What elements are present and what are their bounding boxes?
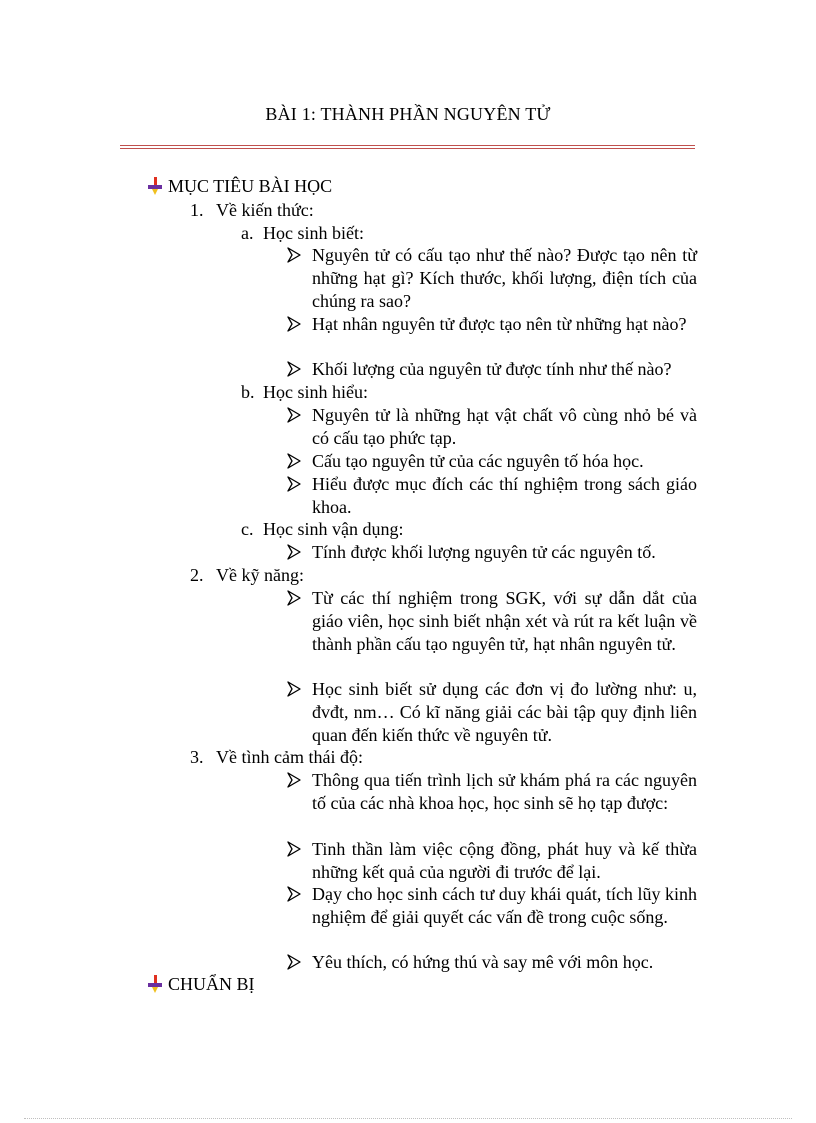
section-label: CHUẨN BỊ [168, 974, 255, 994]
bullet-text: Yêu thích, có hứng thú và say mê với môn học. [312, 952, 654, 972]
list-label: Về tình cảm thái độ: [216, 747, 363, 767]
arrow-bullet-icon [286, 476, 302, 492]
arrow-bullet-icon [286, 954, 302, 970]
pushpin-icon [146, 975, 164, 993]
list-number: 1. [190, 200, 204, 220]
page-title: BÀI 1: THÀNH PHẦN NGUYÊN TỬ [265, 104, 551, 124]
bullet-text: Thông qua tiến trình lịch sử khám phá ra các nguyên tố của các nhà khoa học, học sinh sẽ họ tạp được: [312, 770, 697, 813]
list-item-attitude [190, 746, 363, 768]
bullet-text: Hiểu được mục đích các thí nghiệm trong sách giáo khoa. [312, 474, 697, 517]
bullet-text: Từ các thí nghiệm trong SGK, với sự dẫn dắt của giáo viên, học sinh biết nhận xét và rút ra kết luận về thành phần cấu tạo nguyên tử, hạt nhân nguyên tử. [312, 588, 697, 654]
section-label: MỤC TIÊU BÀI HỌC [168, 176, 333, 196]
bullet-text: Khối lượng của nguyên tử được tính như thế nào? [312, 359, 672, 379]
bullet-item [286, 838, 697, 884]
arrow-bullet-icon [286, 544, 302, 560]
list-number: 3. [190, 747, 204, 767]
list-item-skills [190, 564, 304, 586]
section-heading-preparation [146, 973, 255, 995]
bullet-text: Tinh thần làm việc cộng đồng, phát huy và kế thừa những kết quả của người đi trước để lại. [312, 839, 697, 882]
bullet-item [286, 358, 697, 381]
arrow-bullet-icon [286, 316, 302, 332]
title-underline-2 [120, 148, 695, 149]
arrow-bullet-icon [286, 361, 302, 377]
list-letter: b. [241, 382, 255, 402]
list-label: Học sinh vận dụng: [263, 519, 404, 539]
bullet-item [286, 769, 697, 815]
arrow-bullet-icon [286, 407, 302, 423]
arrow-bullet-icon [286, 772, 302, 788]
page-footer-divider [24, 1118, 792, 1119]
subitem-apply [241, 518, 403, 540]
list-letter: a. [241, 223, 254, 243]
bullet-item [286, 244, 697, 313]
bullet-item [286, 541, 697, 564]
bullet-item [286, 473, 697, 519]
arrow-bullet-icon [286, 453, 302, 469]
bullet-item [286, 587, 697, 656]
arrow-bullet-icon [286, 841, 302, 857]
subitem-understand [241, 381, 368, 403]
pushpin-icon [146, 177, 164, 195]
bullet-item [286, 404, 697, 450]
bullet-item [286, 951, 697, 974]
list-label: Học sinh biết: [263, 223, 364, 243]
arrow-bullet-icon [286, 681, 302, 697]
bullet-text: Dạy cho học sinh cách tư duy khái quát, tích lũy kinh nghiệm để giải quyết các vấn đề trong cuộc sống. [312, 884, 697, 927]
bullet-item [286, 883, 697, 929]
arrow-bullet-icon [286, 590, 302, 606]
list-item-knowledge [190, 199, 314, 221]
bullet-item [286, 313, 697, 336]
bullet-text: Tính được khối lượng nguyên tử các nguyên tố. [312, 542, 656, 562]
list-label: Về kỹ năng: [216, 565, 304, 585]
list-label: Về kiến thức: [216, 200, 314, 220]
subitem-know [241, 222, 364, 244]
list-letter: c. [241, 519, 254, 539]
list-label: Học sinh hiểu: [263, 382, 368, 402]
bullet-text: Cấu tạo nguyên tử của các nguyên tố hóa học. [312, 451, 644, 471]
bullet-text: Nguyên tử là những hạt vật chất vô cùng nhỏ bé và có cấu tạo phức tạp. [312, 405, 697, 448]
bullet-item [286, 450, 697, 473]
arrow-bullet-icon [286, 247, 302, 263]
title-underline [120, 145, 695, 146]
bullet-item [286, 678, 697, 747]
section-heading-objectives [146, 175, 332, 197]
list-number: 2. [190, 565, 204, 585]
bullet-text: Hạt nhân nguyên tử được tạo nên từ những hạt nào? [312, 314, 687, 334]
arrow-bullet-icon [286, 886, 302, 902]
bullet-text: Nguyên tử có cấu tạo như thế nào? Được tạo nên từ những hạt gì? Kích thước, khối lượng, điện tích của chúng ra sao? [312, 245, 697, 311]
bullet-text: Học sinh biết sử dụng các đơn vị đo lường như: u, đvđt, nm… Có kĩ năng giải các bài tập quy định liên quan đến kiến thức về nguyên tử. [312, 679, 697, 745]
